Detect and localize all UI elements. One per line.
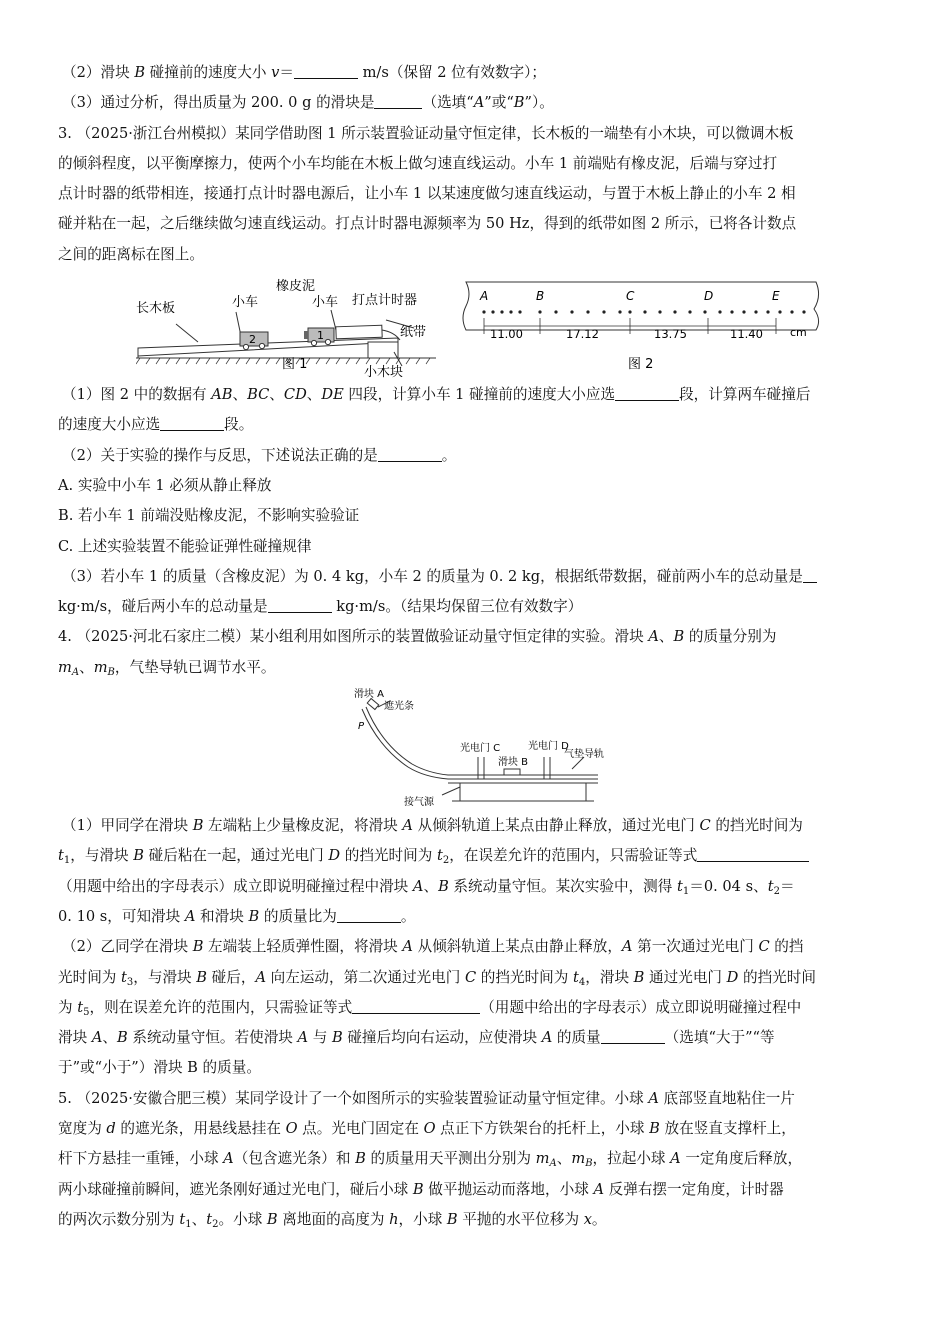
q4-sub1-line4: 0. 10 s，可知滑块 A 和滑块 B 的质量比为 。	[58, 907, 416, 925]
air-track-diagram	[348, 687, 608, 811]
q3-option-a: A. 实验中小车 1 必须从静止释放	[58, 476, 272, 494]
label-slider-a: 滑块 A	[354, 689, 385, 701]
q3-figures	[58, 276, 898, 380]
label-air: 接气源	[404, 797, 434, 809]
dist-bc: 17.12	[566, 327, 599, 342]
point-a: A	[480, 289, 489, 304]
q4-sub2-line5: 于”或“小于”）滑块 B 的质量。	[58, 1059, 261, 1077]
q3-sub2: （2）关于实验的操作与反思，下述说法正确的是 。	[62, 446, 457, 464]
q4-sub1-line2: $t_1$，与滑块 B 碰后粘在一起，通过光电门 D 的挡光时间为 $t_2$，在误差允许的范围内，只需验证等式	[58, 841, 898, 871]
q3-stem-3: 点计时器的纸带相连，接通打点计时器电源后，让小车 1 以某速度做匀速直线运动，与置于木板上静止的小车 2 相	[58, 185, 796, 203]
q4-sub2-line2: 光时间为 $t_3$，与滑块 B 碰后，A 向左运动，第二次通过光电门 C 的挡光时间为 $t_4$，滑块 B 通过光电门 D 的挡光时间	[58, 968, 816, 988]
figure-1-caption-wrap	[278, 348, 338, 378]
q5-stem-4: 两小球碰撞前瞬间，遮光条刚好通过光电门，碰后小球 B 做平抛运动而落地，小球 A 反弹右摆一定角度，计时器	[58, 1180, 784, 1198]
q4-stem-2: $m_A$、$m_B$，气垫导轨已调节水平。	[58, 658, 276, 678]
dist-cd: 13.75	[654, 327, 687, 342]
label-car-2: 小车	[232, 295, 259, 311]
q5-stem-2: 宽度为 d 的遮光条，用悬线悬挂在 O 点。光电门固定在 O 点正下方铁架台的托杆上，小球 B 放在竖直支撑杆上，	[58, 1120, 796, 1138]
label-board: 长木板	[136, 301, 176, 317]
label-car-2-num: 2	[249, 333, 256, 347]
q3-stem-4: 碰并粘在一起，之后继续做匀速直线运动。打点计时器电源频率为 50 Hz，得到的纸带如图 2 所示，已将各计数点	[58, 215, 797, 233]
label-tape: 纸带	[400, 325, 427, 341]
q3-option-b: B. 若小车 1 前端没贴橡皮泥，不影响实验验证	[58, 507, 360, 525]
label-car-1-num: 1	[317, 329, 324, 343]
q3-option-c: C. 上述实验装置不能验证弹性碰撞规律	[58, 537, 312, 555]
point-c: C	[626, 289, 635, 304]
label-shade: 遮光条	[384, 701, 414, 713]
dist-de: 11.40	[730, 327, 763, 342]
q3-sub3-line1: （3）若小车 1 的质量（含橡皮泥）为 0. 4 kg，小车 2 的质量为 0. 2 kg，根据纸带数据，碰前两小车的总动量是	[58, 562, 898, 592]
q5-stem-3: 杆下方悬挂一重锤，小球 A（包含遮光条）和 B 的质量用天平测出分别为 $m_A$、$m_B$，拉起小球 A 一定角度后释放，	[58, 1150, 803, 1170]
unit-label: cm	[790, 326, 807, 340]
label-car-1: 小车	[312, 295, 339, 311]
q4-sub1-line3: （用题中给出的字母表示）成立即说明碰撞过程中滑块 A、B 系统动量守恒。某次实验中，测得 $t_1=0$. 04 s、$t_2=$	[58, 877, 795, 897]
point-b: B	[536, 289, 545, 304]
q4-sub2-line1: （2）乙同学在滑块 B 左端装上轻质弹性圈，将滑块 A 从倾斜轨道上某点由静止释放，A 第一次通过光电门 C 的挡	[62, 938, 804, 956]
q5-stem-1: 5. （2025·安徽合肥三模）某同学设计了一个如图所示的实验装置验证动量守恒定律。小球 A 底部竖直地粘住一片	[58, 1089, 795, 1107]
figure-2-caption: 图 2	[628, 357, 654, 373]
figure-2-tape	[460, 276, 824, 380]
document-page	[58, 58, 898, 1235]
q3-sub3-line2: kg·m/s，碰后两小车的总动量是 kg·m/s。（结果均保留三位有效数字）	[58, 598, 583, 616]
q5-stem-5: 的两次示数分别为 $t_1$、$t_2$。小球 B 离地面的高度为 h，小球 B 平抛的水平位移为 x。	[58, 1210, 607, 1230]
q4-sub2-line4: 滑块 A、B 系统动量守恒。若使滑块 A 与 B 碰撞后均向右运动，应使滑块 A 的质量 （选填“大于”“等	[58, 1029, 775, 1047]
label-rail: 气垫导轨	[564, 749, 604, 761]
q4-sub1-line1: （1）甲同学在滑块 B 左端粘上少量橡皮泥，将滑块 A 从倾斜轨道上某点由静止释放，通过光电门 C 的挡光时间为	[62, 817, 803, 835]
dist-ab: 11.00	[490, 327, 523, 342]
point-e: E	[772, 289, 780, 304]
q3-stem-5: 之间的距离标在图上。	[58, 245, 204, 263]
timer	[336, 325, 400, 340]
label-block: 小木块	[364, 365, 404, 381]
label-gate-c: 光电门 C	[460, 743, 501, 755]
q3-sub1-line1: （1）图 2 中的数据有 AB、BC、CD、DE 四段，计算小车 1 碰撞前的速度大小应选 段，计算两车碰撞后	[62, 386, 811, 404]
point-d: D	[704, 289, 714, 304]
label-gate-d: 光电门 D	[528, 741, 569, 753]
q3-stem-1: 3. （2025·浙江台州模拟）某同学借助图 1 所示装置验证动量守恒定律，长木板的一端垫有小木块，可以微调木板	[58, 124, 794, 142]
q4-stem-1: 4. （2025·河北石家庄二模）某小组利用如图所示的装置做验证动量守恒定律的实验。滑块 A、B 的质量分别为	[58, 628, 777, 646]
label-p: P	[358, 721, 365, 733]
q2-sub2: （2）滑块 B 碰撞前的速度大小 v＝ m/s（保留 2 位有效数字）；	[62, 64, 547, 81]
figure-1-caption: 图 1	[282, 357, 308, 373]
label-clay: 橡皮泥	[276, 279, 316, 295]
q3-stem-2: 的倾斜程度，以平衡摩擦力，使两个小车均能在木板上做匀速直线运动。小车 1 前端贴有橡皮泥，后端与穿过打	[58, 154, 778, 172]
q3-sub1-line2: 的速度大小应选 段。	[58, 416, 254, 434]
label-timer: 打点计时器	[352, 293, 418, 309]
label-slider-b: 滑块 B	[498, 757, 529, 769]
q4-sub2-line3: 为 $t_5$，则在误差允许的范围内，只需验证等式 （用题中给出的字母表示）成立即说明碰撞过程中	[58, 998, 802, 1018]
q2-sub3: （3）通过分析，得出质量为 200. 0 g 的滑块是 （选填“A”或“B”）。	[62, 94, 554, 112]
q4-figure	[58, 687, 898, 811]
